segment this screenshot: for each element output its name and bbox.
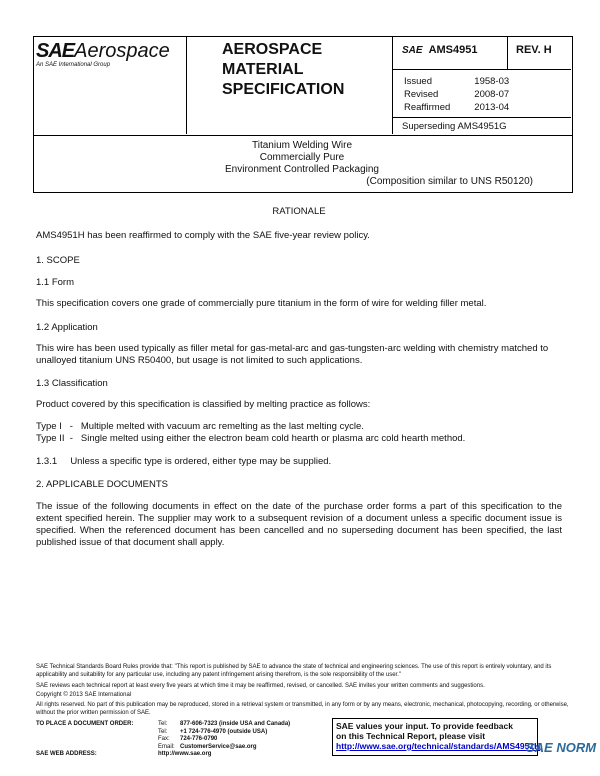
superseding: Superseding AMS4951G	[402, 121, 507, 132]
paragraph: The issue of the following documents in effect on the date of the purchase order forms a part of this specification to the extent specified herein. The supplier may work to a subsequent revision of a document unless a specific document issue is specified. When the referenced document has been cancelled and no superseding document has been specified, the last published issue of that document shall apply.	[36, 501, 562, 548]
subsection-heading: 1.3 Classification	[36, 378, 108, 389]
feedback-box: SAE values your input. To provide feedback on this Technical Report, please visit http://www.sae.org/technical/standards/AMS4951H	[332, 718, 538, 756]
logo-subtitle: An SAE International Group	[36, 62, 111, 68]
title-line: (Composition similar to UNS R50120)	[366, 176, 533, 187]
paragraph: This specification covers one grade of commercially pure titanium in the form of wire for welding filler metal.	[36, 298, 487, 309]
title-line: Commercially Pure	[259, 152, 345, 163]
section-heading: 2. APPLICABLE DOCUMENTS	[36, 479, 168, 490]
paragraph: 1.3.1 Unless a specific type is ordered, either type may be supplied.	[36, 456, 332, 467]
footer-review: SAE reviews each technical report at least every five years at which time it may be reaffirmed, revised, or cancelled. SAE invites your written comments and suggestions.	[36, 683, 485, 689]
footer-copyright: Copyright © 2013 SAE International	[36, 692, 132, 698]
subsection-heading: 1.2 Application	[36, 322, 98, 333]
sae-norm-watermark: SAE NORM	[526, 740, 597, 755]
rationale-heading: RATIONALE	[272, 206, 326, 217]
paragraph: This wire has been used typically as filler metal for gas-metal-arc and gas-tungsten-arc welding with chemistry matched to unalloyed titanium UNS R50400, but usage is not limited to such applications.	[36, 343, 549, 366]
divider	[392, 36, 393, 134]
sae-mini-logo: SAE	[402, 45, 423, 56]
date-table: Issued 1958-03 Revised 2008-07 Reaffirmed 2013-04	[404, 76, 510, 113]
title-line: Titanium Welding Wire	[251, 140, 353, 151]
section-heading: 1. SCOPE	[36, 255, 80, 266]
list-item: Type II - Single melted using either the electron beam cold hearth or plasma arc cold hearth method.	[36, 433, 466, 444]
list-item: Type I - Multiple melted with vacuum arc remelting as the last melting cycle.	[36, 421, 364, 432]
title-line: Environment Controlled Packaging	[225, 164, 379, 175]
sae-aerospace-logo: SAEAerospace	[36, 40, 170, 62]
feedback-link[interactable]: http://www.sae.org/technical/standards/AMS4951H	[336, 741, 541, 751]
footer-rights: All rights reserved. No part of this publication may be reproduced, stored in a retrieval system or transmitted, in any form or by any means, electronic, mechanical, photocopying, recording, or otherwise, without the prior written permission of SAE.	[36, 702, 569, 716]
divider	[507, 36, 508, 69]
ams-number: SAE AMS4951	[402, 44, 478, 56]
divider	[186, 36, 187, 134]
revision: REV. H	[516, 44, 552, 56]
order-info: TO PLACE A DOCUMENT ORDER: Tel: 877-606-7323 (inside USA and Canada) Tel: +1 724-776-4970 (outside USA) Fax: 724-776-0790 Email: CustomerService@sae.org SAE WEB ADDRESS: http://www.sae.org	[36, 721, 291, 757]
subsection-heading: 1.1 Form	[36, 277, 75, 288]
document-type: AEROSPACE MATERIAL SPECIFICATION	[222, 41, 345, 98]
footer-disclaimer: SAE Technical Standards Board Rules provide that: "This report is published by SAE to advance the state of technical and engineering sciences. The use of this report is entirely voluntary, and its applicability and suitability for any particular use, including any patent infringement arising therefrom, is the sole responsibility of the user."	[36, 664, 552, 678]
divider	[392, 117, 571, 118]
rationale-text: AMS4951H has been reaffirmed to comply with the SAE five-year review policy.	[36, 230, 370, 241]
paragraph: Product covered by this specification is classified by melting practice as follows:	[36, 399, 371, 410]
divider	[392, 69, 571, 70]
